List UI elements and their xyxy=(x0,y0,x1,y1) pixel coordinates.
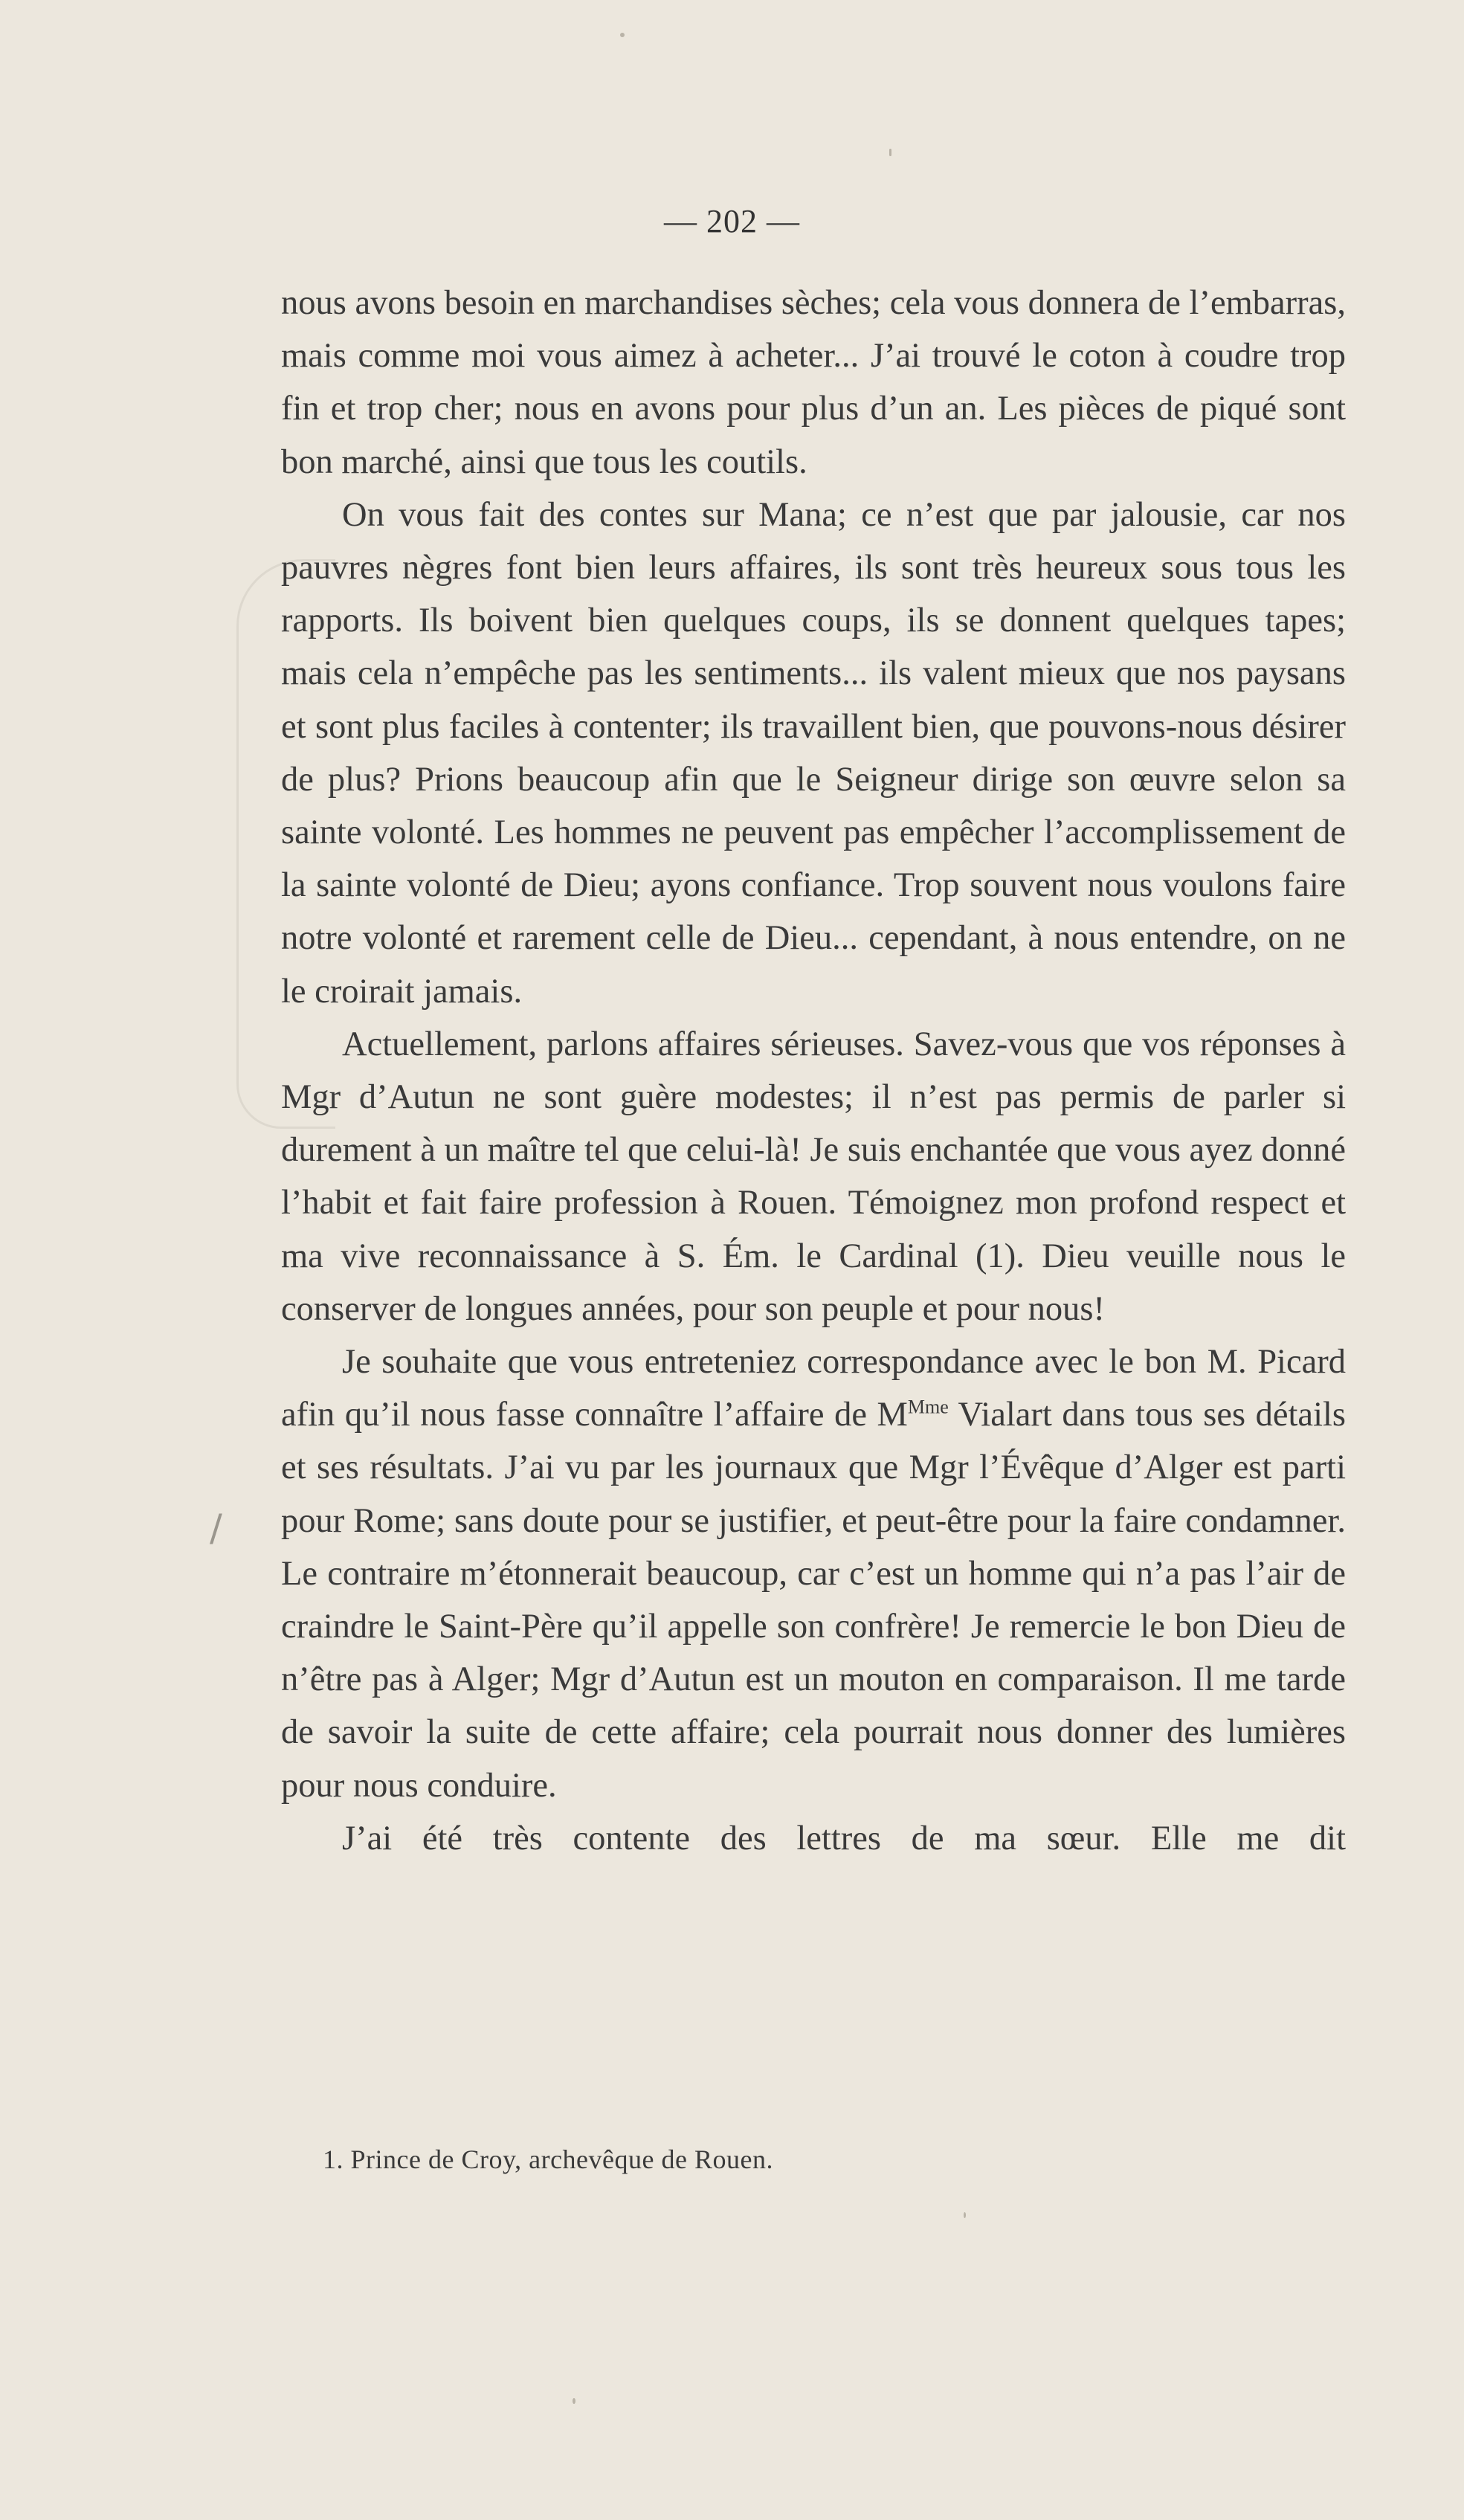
footnote: 1. Prince de Croy, archevêque de Rouen. xyxy=(323,2144,773,2174)
paragraph-4-start: Je souhaite que vous entreteniez correspondance avec le bon M. Picard afin qu’il nous fasse connaître l’affaire de xyxy=(281,1343,1346,1434)
margin-pencil-mark: / xyxy=(210,1506,222,1550)
paper-speck xyxy=(573,2398,575,2404)
paragraph-4-end: Vialart dans tous ses détails et ses résultats. J’ai vu par les journaux que Mgr l’Évêque d’Alger est parti pour Rome; sans doute pour se justifier, et peut-être pour la faire condamner. Le contraire m’étonnerait beaucoup, car c’est un homme qui n’a pas l’air de craindre le Saint-Père qu’il appelle son confrère! Je remercie le bon Dieu de n’être pas à Alger; Mgr d’Autun est un mouton en comparaison. Il me tarde de savoir la suite de cette affaire; cela pourrait nous donner des lumières pour nous conduire. xyxy=(281,1396,1347,1805)
paper-speck xyxy=(889,149,891,156)
body-text xyxy=(281,277,1346,1865)
madame-abbrev-sup: Mme xyxy=(907,1396,949,1418)
paragraph-2: On vous fait des contes sur Mana; ce n’est que par jalousie, car nos pauvres nègres font bien leurs affaires, ils sont très heureux sous tous les rapports. Ils boivent bien quelques coups, ils se donnent quelques tapes; mais cela n’empêche pas les sentiments... ils valent mieux que nos paysans et sont plus faciles à contenter; ils travaillent bien, que pouvons-nous désirer de plus? Prions beaucoup afin que le Seigneur dirige son œuvre selon sa sainte volonté. Les hommes ne peuvent pas empêcher l’accomplissement de la sainte volonté de Dieu; ayons confiance. Trop souvent nous voulons faire notre volonté et rarement celle de Dieu... cependant, à nous entendre, on ne le croirait jamais. xyxy=(281,495,1346,1011)
paragraph-5: J’ai été très contente des lettres de ma sœur. Elle me dit xyxy=(342,1819,1346,1857)
page-number: — 202 — xyxy=(664,203,800,239)
paper-speck xyxy=(964,2212,966,2218)
paragraph-4 xyxy=(281,1335,1346,1812)
paragraph-1: nous avons besoin en marchandises sèches; cela vous donnera de l’embarras, mais comme moi vous aimez à acheter... J’ai trouvé le coton à coudre trop fin et trop cher; nous en avons pour plus d’un an. Les pièces de piqué sont bon marché, ainsi que tous les coutils. xyxy=(281,284,1346,481)
paper-speck xyxy=(620,33,625,37)
madame-abbrev: $M^{Mme}$ xyxy=(877,1396,949,1434)
paragraph-3: Actuellement, parlons affaires sérieuses. Savez-vous que vos réponses à Mgr d’Autun ne sont guère modestes; il n’est pas permis de parler si durement à un maître tel que celui-là! Je suis enchantée que vous ayez donné l’habit et fait faire profession à Rouen. Témoignez mon profond respect et ma vive reconnaissance à S. Ém. le Cardinal (1). Dieu veuille nous le conserver de longues années, pour son peuple et pour nous! xyxy=(281,1025,1346,1328)
